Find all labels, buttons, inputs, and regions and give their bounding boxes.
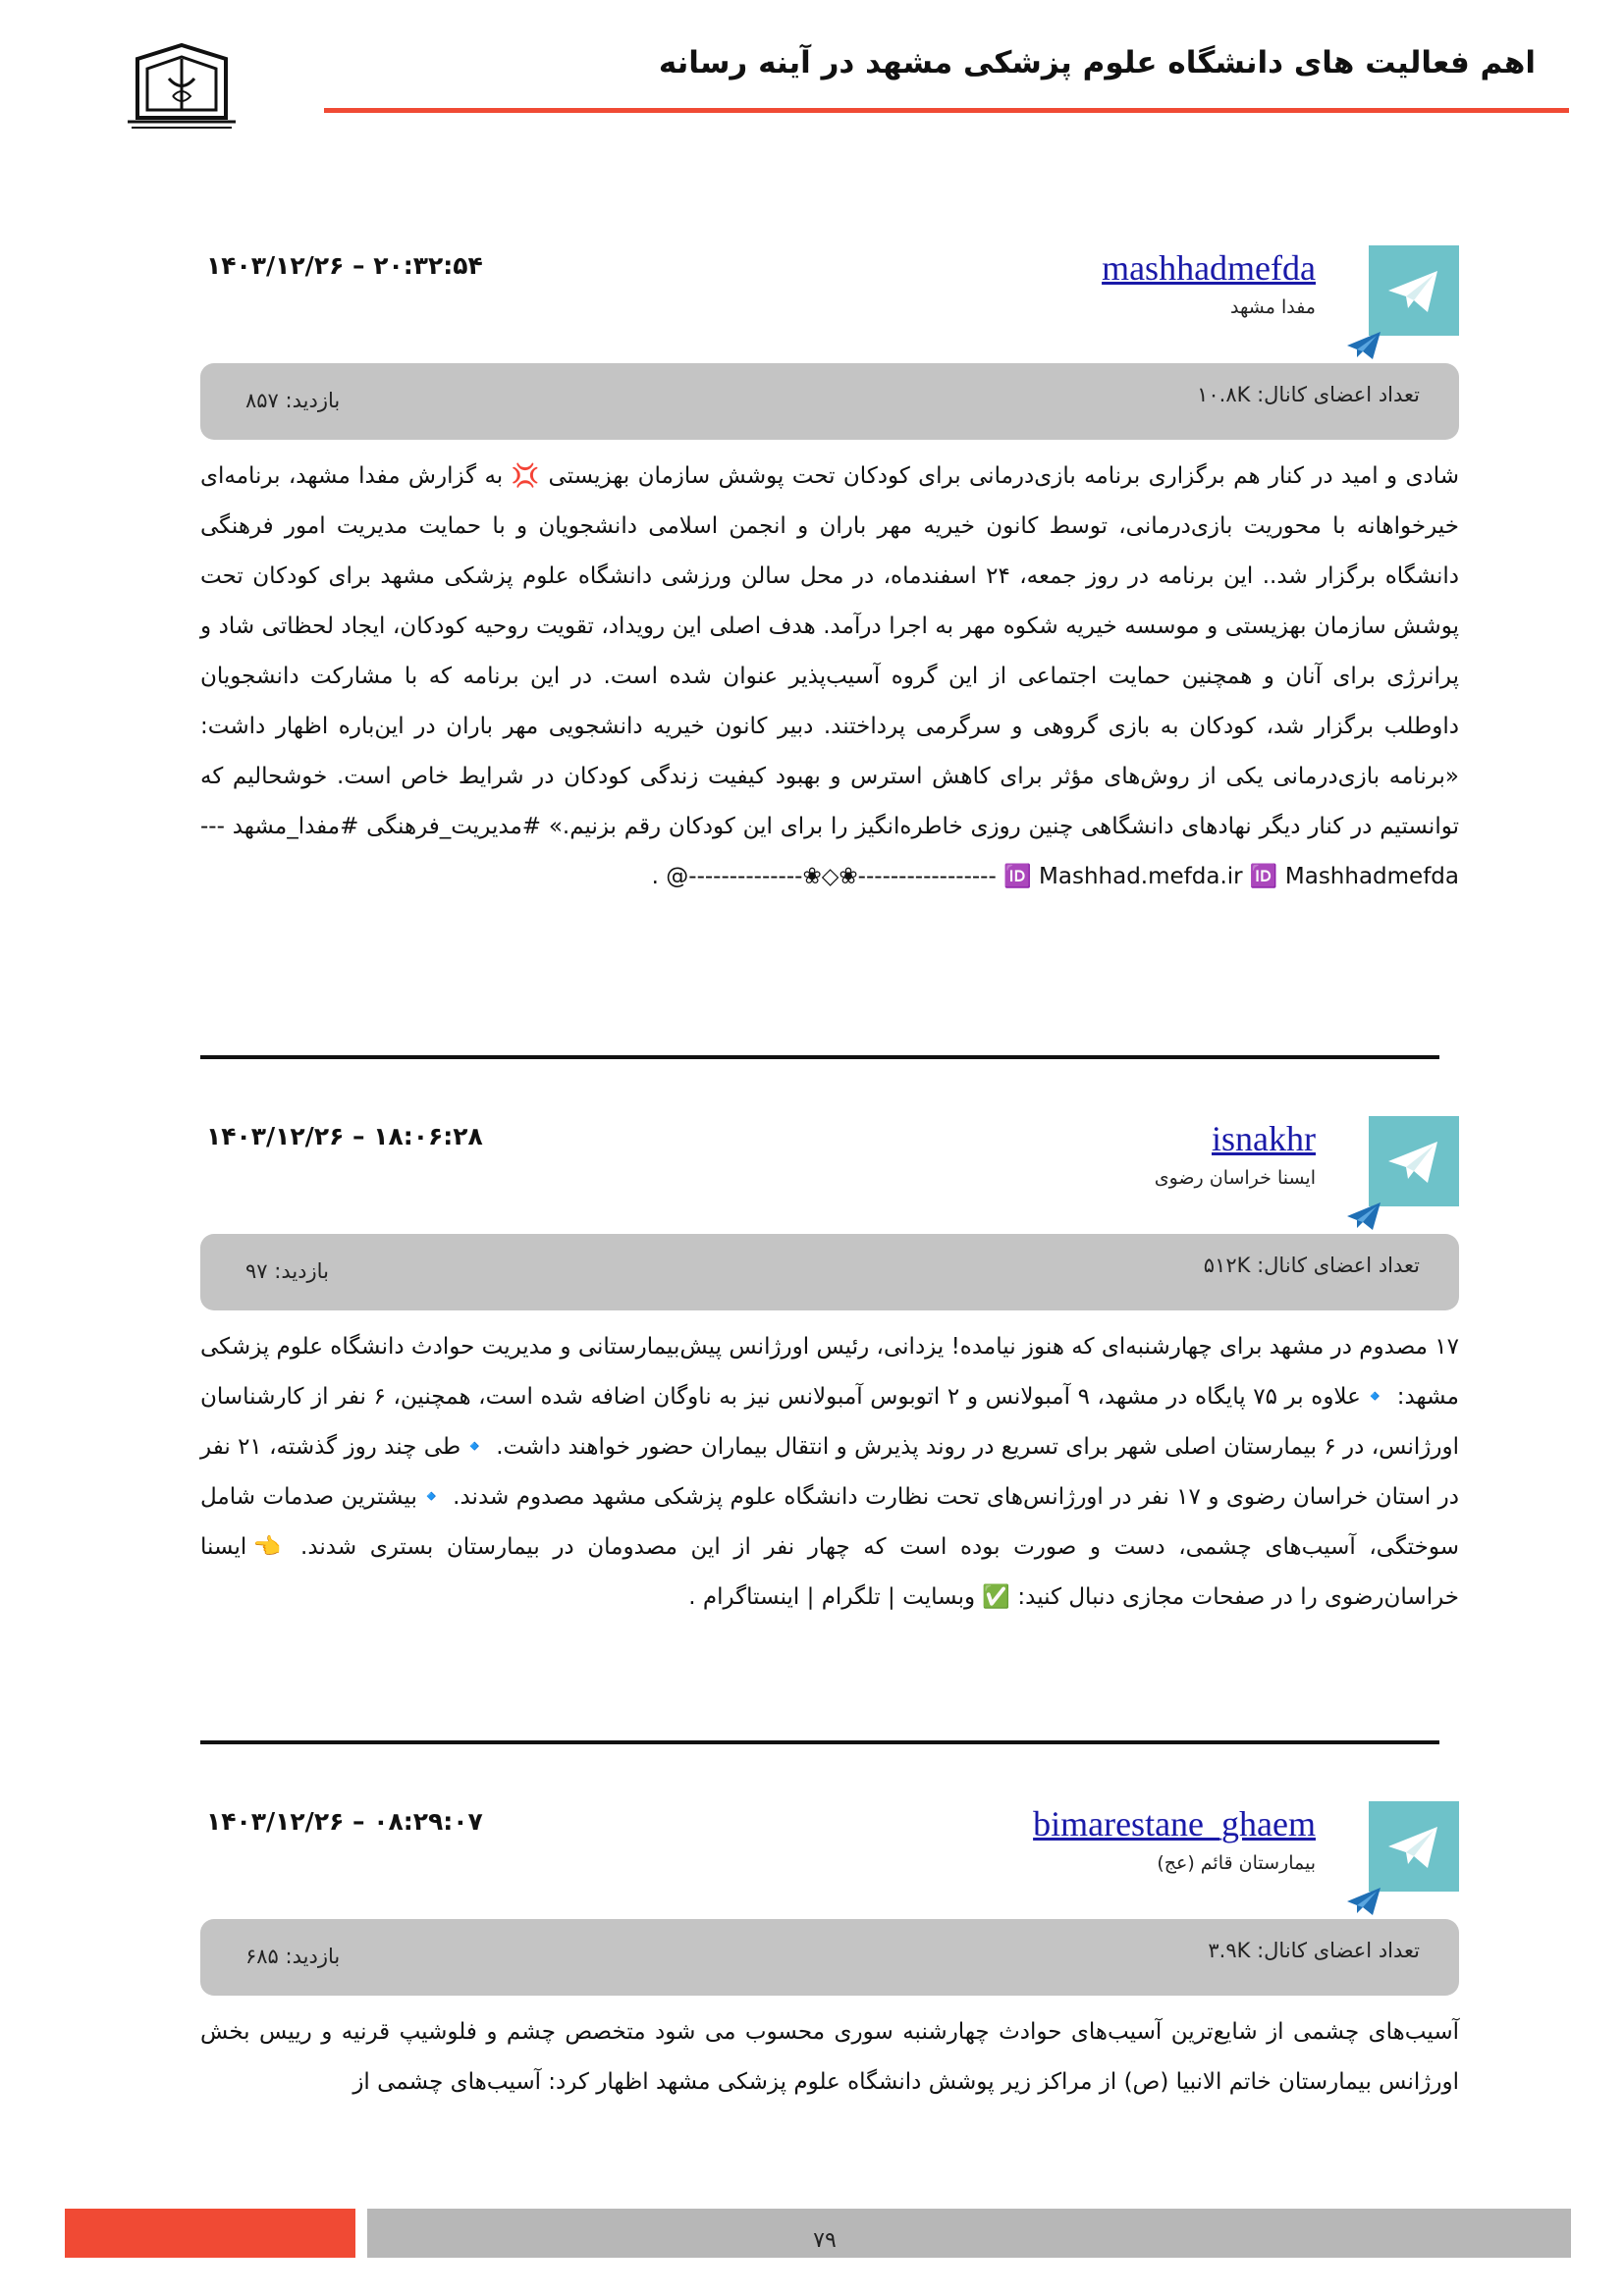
telegram-icon [1369,1116,1459,1206]
stats-bar [200,363,1459,440]
footer-grey-bar [367,2209,1571,2258]
channel-link[interactable]: mashhadmefda [1102,248,1316,288]
telegram-badge-icon [1345,1201,1382,1232]
university-logo [118,39,245,162]
view-count: بازدید: ۹۷ [245,1259,329,1283]
page-title: اهم فعالیت های دانشگاه علوم پزشکی مشهد در آینه رسانه [658,45,1536,80]
post-card [200,1801,1459,2125]
telegram-icon [1369,245,1459,336]
post-body: ۱۷ مصدوم در مشهد برای چهارشنبه‌ای که هنوز نیامده! یزدانی، رئیس اورژانس پیش‌بیمارستانی و مدیریت حوادث دانشگاه علوم پزشکی مشهد: 🔹علاوه بر ۷۵ پایگاه در مشهد، ۹ آمبولانس و ۲ اتوبوس آمبولانس نیز به ناوگان اضافه شده است، همچنین، ۶ نفر از کارشناسان اورژانس، در ۶ بیمارستان اصلی شهر برای تسریع در روند پذیرش و انتقال بیماران حضور خواهند داشت. 🔹طی چند روز گذشته، ۲۱ نفر در استان خراسان رضوی و ۱۷ نفر در اورژانس‌های تحت نظارت دانشگاه علوم پزشکی مشهد مصدوم شدند. 🔹بیشترین صدمات شامل سوختگی، آسیب‌های چشمی، دست و صورت بوده است که چهار نفر از این مصدومان در بیمارستان بستری شدند. 👈ایسنا خراسان‌رضوی را در صفحات مجازی دنبال کنید: ✅ وبسایت | تلگرام | اینستاگرام . [199,1334,1459,1610]
telegram-badge-icon [1345,1886,1382,1917]
post-card [200,245,1459,933]
channel-name: مفدا مشهد [1230,296,1316,318]
post-body: آسیب‌های چشمی از شایع‌ترین آسیب‌های حوادث چهارشنبه سوری محسوب می شود متخصص چشم و فلوشیپ قرنیه و رییس بخش اورژانس بیمارستان خاتم الانبیا (ص) از مراکز زیر پوشش دانشگاه علوم پزشکی مشهد اظهار کرد: آسیب‌های چشمی از [200,2019,1459,2095]
member-count: تعداد اعضای کانال: ۳.۹K [1208,1939,1420,1962]
channel-link[interactable]: isnakhr [1212,1119,1316,1158]
post-card [200,1116,1459,1666]
footer-accent-bar [65,2209,355,2258]
channel-name: بیمارستان قائم (عج) [1157,1852,1316,1874]
post-date: ۱۴۰۳/۱۲/۲۶ – ۰۸:۲۹:۰۷ [206,1807,483,1836]
view-count: بازدید: ۶۸۵ [245,1945,341,1968]
post-date: ۱۴۰۳/۱۲/۲۶ – ۲۰:۳۲:۵۴ [206,251,483,280]
post-date: ۱۴۰۳/۱۲/۲۶ – ۱۸:۰۶:۲۸ [206,1122,483,1150]
telegram-avatar[interactable] [1369,245,1459,336]
post-divider [200,1740,1439,1744]
channel-name: ایسنا خراسان رضوی [1154,1167,1316,1189]
stats-bar [200,1234,1459,1310]
stats-bar [200,1919,1459,1996]
telegram-badge-icon [1345,330,1382,361]
member-count: تعداد اعضای کانال: ۵۱۲K [1203,1254,1420,1277]
member-count: تعداد اعضای کانال: ۱۰.۸K [1197,383,1420,406]
post-divider [200,1055,1439,1059]
page-number: ۷۹ [813,2228,837,2253]
telegram-avatar[interactable] [1369,1801,1459,1892]
header-rule [324,108,1569,113]
view-count: بازدید: ۸۵۷ [245,389,341,412]
channel-link[interactable]: bimarestane_ghaem [1033,1804,1316,1843]
post-body: شادی و امید در کنار هم برگزاری برنامه بازی‌درمانی برای کودکان تحت پوشش سازمان بهزیستی 💢 به گزارش مفدا مشهد، برنامه‌ای خیرخواهانه با محوریت بازی‌درمانی، توسط کانون خیریه مهر باران و انجمن اسلامی دانشجویان و با حمایت مدیریت امور فرهنگی دانشگاه برگزار شد.. این برنامه در روز جمعه، ۲۴ اسفندماه، در محل سالن ورزشی دانشگاه علوم پزشکی مشهد برای کودکان تحت پوشش سازمان بهزیستی و موسسه خیریه شکوه مهر به اجرا درآمد. هدف اصلی این رویداد، تقویت روحیه کودکان، ایجاد لحظاتی شاد و پرانرژی برای آنان و همچنین حمایت اجتماعی از این گروه آسیب‌پذیر عنوان شده است. در این برنامه که با مشارکت دانشجویان داوطلب برگزار شد، کودکان به بازی گروهی و سرگرمی پرداختند. دبیر کانون خیریه دانشجویی مهر باران در این‌باره اظهار داشت: «برنامه بازی‌درمانی یکی از روش‌های مؤثر برای کاهش استرس و بهبود کیفیت زندگی کودکان در شرایط خاص است. خوشحالیم که توانستیم در کنار دیگر نهادهای دانشگاهی چنین روزی خاطره‌انگیز را برای این کودکان رقم بزنیم.» #مدیریت_فرهنگی #مفدا_مشهد ‎-----------------❀◇❀-----------------‎ 🆔 Mashhad.mefda.ir 🆔 Mashhadmefda@ . [200,463,1460,889]
telegram-icon [1369,1801,1459,1892]
telegram-avatar[interactable] [1369,1116,1459,1206]
